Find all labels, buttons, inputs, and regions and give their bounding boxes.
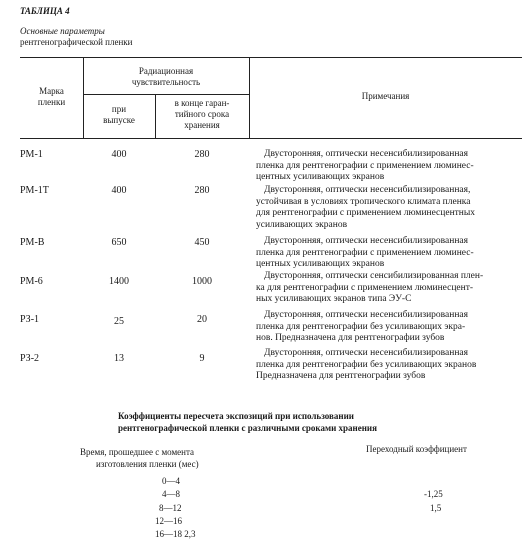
table-caption-line-1: Основные параметры — [20, 26, 105, 36]
coef-period: 8—12 — [159, 503, 182, 513]
coef-value: -1,25 — [424, 489, 443, 499]
coef-title-line-2: рентгенографической пленки с различными сроками хранения — [118, 423, 377, 433]
coef-time-header-line-2: изготовления пленки (мес) — [96, 459, 199, 469]
header-end-line-2: тийного срока — [174, 109, 230, 119]
header-bottom-rule — [20, 138, 522, 139]
row-release: 400 — [111, 185, 127, 196]
row-note-line: центных усиливающих экранов — [256, 259, 385, 269]
header-at-release-line-2: выпуске — [103, 115, 135, 125]
row-note-line: устойчивая в условиях тропического климата пленка — [256, 196, 471, 207]
row-note-line: для рентгенографии с применением люминесцентных — [256, 208, 476, 218]
header-at-release — [83, 104, 155, 126]
row-note-line: Предназначена для рентгенографии зубов — [256, 371, 426, 381]
row-end: 280 — [194, 149, 210, 160]
row-note-line: Двусторонняя, оптически несенсибилизированная — [264, 236, 469, 246]
row-note-line: пленка для рентгенографии без усиливающих экра- — [256, 321, 466, 332]
row-release: 25 — [114, 316, 124, 327]
row-note — [256, 348, 522, 383]
table-label: ТАБЛИЦА 4 — [20, 6, 70, 16]
coef-title-line-1: Коэффициенты пересчета экспозиций при использовании — [118, 411, 354, 421]
table-top-rule — [20, 57, 522, 58]
table-caption-line-2: рентгенографической пленки — [20, 37, 133, 47]
coef-period: 16—18 2,3 — [155, 529, 196, 539]
row-note-line: центных усиливающих экранов — [256, 172, 385, 182]
row-release: 650 — [111, 237, 127, 248]
coef-time-header-line-1: Время, прошедшее с момента — [80, 447, 195, 457]
row-note-line: усиливающих экранов — [256, 219, 348, 230]
header-brand — [20, 86, 83, 108]
header-notes: Примечания — [361, 91, 410, 101]
row-release: 1400 — [109, 276, 129, 287]
row-note — [256, 185, 522, 231]
coef-header: Переходный коэффициент — [366, 444, 467, 454]
row-note-line: ка для рентгенографии с применением люминесцент- — [256, 282, 474, 293]
row-end: 1000 — [192, 276, 212, 287]
header-at-release-line-1: при — [111, 104, 127, 114]
row-note-line: Двусторонняя, оптически несенсибилизированная, — [264, 185, 471, 195]
coef-value: 1,5 — [430, 503, 442, 513]
row-note-line: пленка для рентгенографии с применением люминес- — [256, 160, 474, 171]
header-sensitivity-line-2: чувствительность — [131, 77, 201, 87]
row-release: 400 — [111, 149, 127, 160]
header-sensitivity-line-1: Радиационная — [138, 66, 194, 76]
coef-period: 12—16 — [155, 516, 182, 526]
row-brand: РМ-1 — [20, 149, 43, 160]
row-end: 450 — [194, 237, 210, 248]
row-release: 13 — [114, 353, 124, 364]
row-note-line: нов. Предназначена для рентгенографии зубов — [256, 333, 445, 343]
row-note — [256, 149, 522, 184]
header-end-line-1: в конце гаран- — [174, 98, 230, 108]
header-end-of-warranty — [155, 98, 249, 131]
row-note-line: ных усиливающих экранов типа ЭУ-С — [256, 294, 412, 304]
row-brand: РМ-6 — [20, 276, 43, 287]
header-brand-line-1: Марка — [39, 86, 64, 96]
row-note — [256, 271, 522, 306]
row-note-line: пленка для рентгенографии без усиливающих экранов — [256, 359, 477, 370]
row-note-line: пленка для рентгенографии с применением люминес- — [256, 247, 474, 258]
coef-period: 4—8 — [162, 489, 180, 499]
row-brand: РЗ-2 — [20, 353, 40, 364]
row-brand: РМ-1Т — [20, 185, 49, 196]
header-mid-rule — [83, 94, 249, 95]
header-end-line-3: хранения — [184, 120, 220, 130]
row-note-line: Двусторонняя, оптически несенсибилизированная — [264, 310, 469, 320]
row-note-line: Двусторонняя, оптически сенсибилизированная плен- — [264, 271, 484, 281]
header-brand-line-2: пленки — [37, 97, 66, 107]
row-brand: РЗ-1 — [20, 314, 40, 325]
coef-period: 0—4 — [162, 476, 180, 486]
row-end: 20 — [197, 314, 207, 325]
row-note-line: Двусторонняя, оптически несенсибилизированная — [264, 149, 469, 159]
row-note — [256, 236, 522, 271]
row-note — [256, 310, 522, 345]
row-brand: РМ-В — [20, 237, 45, 248]
row-end: 9 — [199, 353, 205, 364]
row-note-line: Двусторонняя, оптически несенсибилизированная — [264, 348, 469, 358]
header-sensitivity — [83, 66, 249, 88]
row-end: 280 — [194, 185, 210, 196]
